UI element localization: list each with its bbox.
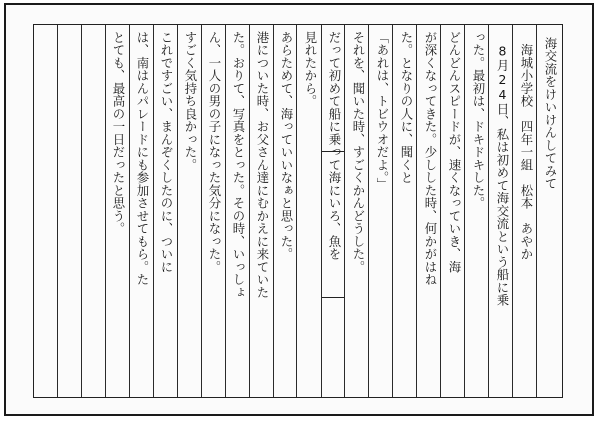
text-line: が深くなってきた。少しした時、何かがはね <box>423 31 438 286</box>
text-line: それを、聞いた時、すごくかんどうした。 <box>351 31 366 274</box>
text-line: た。おりて、写真をとった。その時、いっしょ <box>231 31 246 299</box>
line-author: 海城小学校 四年一組 松本 あやか <box>519 31 534 261</box>
column-rule <box>177 25 178 397</box>
manuscript-grid <box>33 24 563 398</box>
column-rule <box>105 25 106 397</box>
text-line: 港についた時、お父さん達にむかえに来ていた <box>255 31 270 299</box>
text-line: 「あれは、トビウオだよ。」 <box>375 31 390 191</box>
column-rule <box>81 25 82 397</box>
text-line: った。最初は、ドキドキした。 <box>471 31 486 210</box>
text-line: あらためて、海っていいなぁと思った。 <box>279 31 294 261</box>
text-line: すごく気持ち良かった。 <box>183 31 198 172</box>
column-rule <box>249 25 250 397</box>
line-title: 海交流をけいけんしてみて <box>543 37 558 190</box>
text-line: 8月24日、私は初めて海交流という船に乗 <box>495 31 510 307</box>
column-rule <box>273 25 274 397</box>
text-line: ん、一人の男の子になった気分になった。 <box>207 31 222 274</box>
column-rule <box>201 25 202 397</box>
text-line: これですごい、まんぞくしたのに、ついに <box>159 31 174 274</box>
manuscript-sheet <box>4 3 594 416</box>
text-line: だって初めて船に乗って海にいろ、魚を <box>327 31 342 261</box>
column-rule <box>129 25 130 397</box>
column-rule <box>57 25 58 397</box>
text-line: とても、最高の一日だったと思う。 <box>111 31 126 235</box>
column-rule <box>153 25 154 397</box>
text-line: どんどんスピードが、速くなっていき、海 <box>447 31 462 274</box>
column-rule <box>225 25 226 397</box>
text-line: 見れたから。 <box>303 31 318 108</box>
text-line: は、南はんパレードにも参加させてもら。た <box>135 31 150 286</box>
text-line: た。となりの人に、聞くと <box>399 31 414 184</box>
